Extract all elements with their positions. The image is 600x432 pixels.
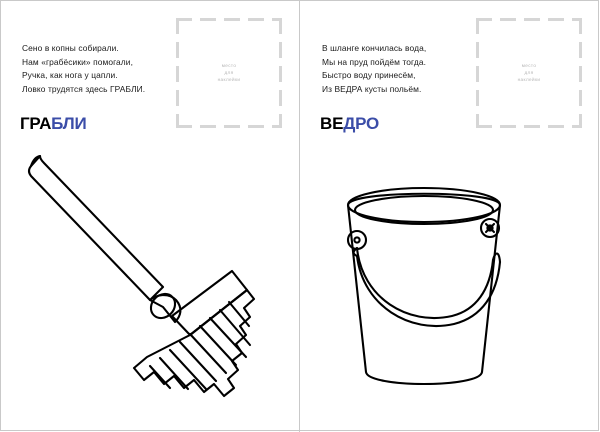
sticker-label-right xyxy=(476,62,582,83)
page-right xyxy=(300,0,600,432)
verse-text-right xyxy=(322,42,482,96)
verse-text-left xyxy=(22,42,182,96)
sticker-label-line: место xyxy=(521,63,537,68)
sticker-label-line: для xyxy=(224,70,234,75)
title-part-a: ВЕ xyxy=(320,114,344,133)
verse-line: Сено в копны собирали. xyxy=(22,43,119,53)
sticker-label-line: наклейки xyxy=(517,77,541,82)
title-part-a: ГРА xyxy=(20,114,52,133)
bucket-illustration xyxy=(300,130,600,410)
verse-line: Быстро воду принесём, xyxy=(322,70,416,80)
title-part-b: ДРО xyxy=(343,114,380,133)
verse-line: Ручка, как нога у цапли. xyxy=(22,70,118,80)
verse-line: Мы на пруд пойдём тогда. xyxy=(322,56,427,67)
verse-line: Ловко трудятся здесь ГРАБЛИ. xyxy=(22,83,146,94)
verse-line: В шланге кончилась вода, xyxy=(322,43,427,53)
sticker-label-left xyxy=(176,62,282,83)
sticker-label-line: место xyxy=(221,63,237,68)
verse-line: Из ВЕДРА кусты польём. xyxy=(322,83,422,94)
rake-illustration xyxy=(0,130,300,410)
verse-line: Нам «грабёсики» помогали, xyxy=(22,56,133,67)
sticker-label-line: наклейки xyxy=(217,77,241,82)
title-part-b: БЛИ xyxy=(51,114,87,133)
sticker-label-line: для xyxy=(524,70,534,75)
